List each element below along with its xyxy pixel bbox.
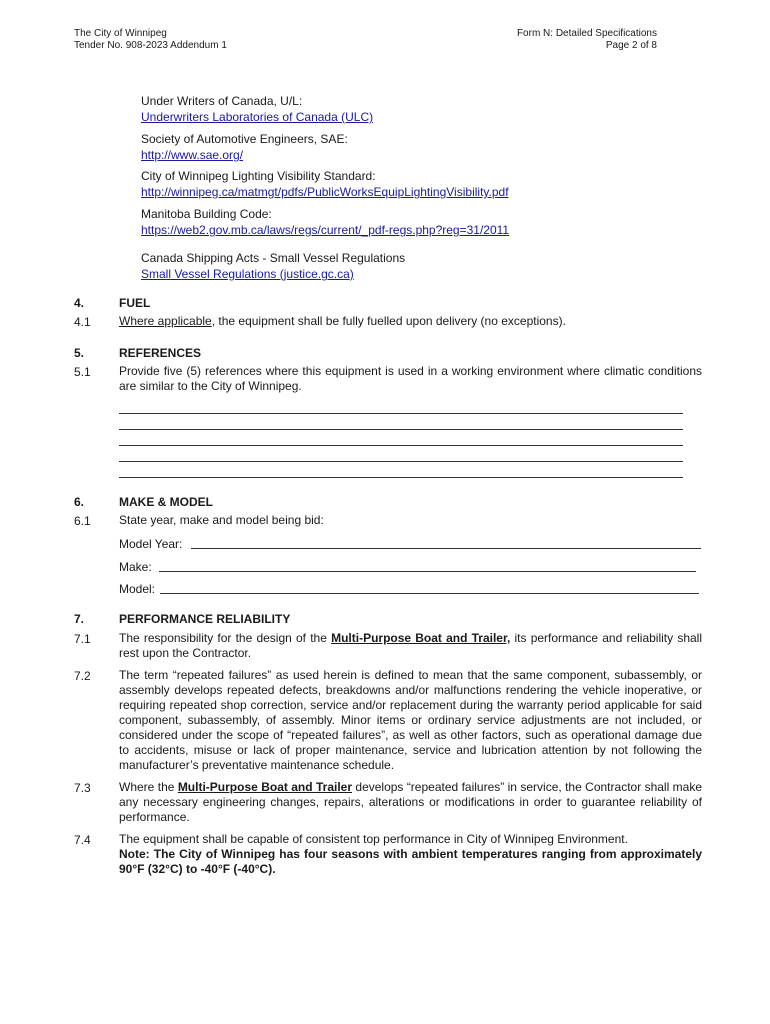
model-year-field[interactable] xyxy=(191,548,701,549)
make-field[interactable] xyxy=(159,571,696,572)
header-tender: Tender No. 908-2023 Addendum 1 xyxy=(74,40,227,51)
standard-link[interactable]: https://web2.gov.mb.ca/laws/regs/current/_pdf-regs.php?reg=31/2011 xyxy=(141,223,510,237)
item-text: The term “repeated failures” as used herein is defined to mean that the same component, subassembly, or assembly develops repeated defects, breakdowns and/or malfunctions rendering the vehicle inoperative, or requiring repeated shop correction, service and/or replacement during the warranty period applicable for said component, subassembly, of assembly. Minor items or ordinary service adjustments are not included, or considered under the scope of “repeated failures”, as well as other factors, such as operational damage due to accidents, misuse or lack of proper maintenance, service and lubrication attention by not following the manufacturer’s preventative maintenance schedule. xyxy=(119,668,702,772)
standard-name: Society of Automotive Engineers, SAE: xyxy=(141,132,348,146)
item-text-part: The equipment shall be capable of consistent top performance in City of Winnipeg Environment. xyxy=(119,832,628,846)
item-number: 4.1 xyxy=(74,315,91,329)
item-text: State year, make and model being bid: xyxy=(119,513,324,527)
reference-blank-line[interactable] xyxy=(119,477,683,478)
section-title-performance: PERFORMANCE RELIABILITY xyxy=(119,612,291,626)
standard-building-code xyxy=(141,206,509,238)
section-title-make-model: MAKE & MODEL xyxy=(119,495,213,509)
model-year-label: Model Year: xyxy=(119,537,183,551)
reference-blank-line[interactable] xyxy=(119,461,683,462)
item-number: 7.3 xyxy=(74,781,91,795)
item-text-underlined: Where applicable xyxy=(119,314,212,328)
standard-shipping xyxy=(141,250,405,282)
item-number: 5.1 xyxy=(74,365,91,379)
standard-name: City of Winnipeg Lighting Visibility Standard: xyxy=(141,169,376,183)
item-text-part: develops “repeated failures” in service, the Contractor shall make any necessary engineering changes, repairs, alterations or modifications in order to guarantee reliability of performance. xyxy=(119,780,702,824)
item-text-part: Where the xyxy=(119,780,178,794)
item-number: 7.2 xyxy=(74,669,91,683)
section-title-references: REFERENCES xyxy=(119,346,202,360)
standard-lighting xyxy=(141,168,509,200)
item-text: Provide five (5) references where this equipment is used in a working environment where climatic conditions are similar to the City of Winnipeg. xyxy=(119,364,702,393)
reference-blank-line[interactable] xyxy=(119,413,683,414)
item-text xyxy=(119,631,702,661)
header-form: Form N: Detailed Specifications xyxy=(516,28,657,39)
reference-blank-line[interactable] xyxy=(119,445,683,446)
standard-name: Canada Shipping Acts - Small Vessel Regulations xyxy=(141,251,406,265)
item-text-part: The responsibility for the design of the xyxy=(119,631,332,645)
standard-ulc xyxy=(141,93,373,125)
item-number: 6.1 xyxy=(74,514,91,528)
standard-link[interactable]: Underwriters Laboratories of Canada (ULC) xyxy=(141,110,374,124)
section-title-fuel: FUEL xyxy=(119,296,151,310)
item-text xyxy=(119,314,702,329)
section-number: 5. xyxy=(74,346,85,360)
section-number: 7. xyxy=(74,612,85,626)
product-name: Multi-Purpose Boat and Trailer xyxy=(177,780,352,794)
section-number: 4. xyxy=(74,296,85,310)
model-field[interactable] xyxy=(160,593,699,594)
standard-sae xyxy=(141,131,348,163)
header-template-watermark xyxy=(74,52,227,58)
item-text-part: its performance and reliability shall rest upon the Contractor. xyxy=(119,631,702,660)
item-number: 7.4 xyxy=(74,833,91,847)
item-text xyxy=(119,832,702,877)
make-label: Make: xyxy=(119,560,152,574)
header-page-number: Page 2 of 8 xyxy=(605,40,657,51)
product-name: Multi-Purpose Boat and Trailer, xyxy=(331,631,511,645)
standard-name: Under Writers of Canada, U/L: xyxy=(141,94,303,108)
reference-blank-line[interactable] xyxy=(119,429,683,430)
standard-name: Manitoba Building Code: xyxy=(141,207,272,221)
item-text xyxy=(119,780,702,825)
section-number: 6. xyxy=(74,495,85,509)
header-left xyxy=(74,28,227,58)
standard-link[interactable]: http://www.sae.org/ xyxy=(141,148,244,162)
item-text-rest: , the equipment shall be fully fuelled upon delivery (no exceptions). xyxy=(211,314,566,328)
standard-link[interactable]: http://winnipeg.ca/matmgt/pdfs/PublicWorksEquipLightingVisibility.pdf xyxy=(141,185,509,199)
item-note: Note: The City of Winnipeg has four seasons with ambient temperatures ranging from approximately 90°F (32°C) to -40°F (-40°C). xyxy=(119,847,702,876)
standard-link[interactable]: Small Vessel Regulations (justice.gc.ca) xyxy=(141,267,354,281)
header-org: The City of Winnipeg xyxy=(74,28,167,39)
model-label: Model: xyxy=(119,582,156,596)
item-number: 7.1 xyxy=(74,632,91,646)
header-right xyxy=(517,28,657,52)
